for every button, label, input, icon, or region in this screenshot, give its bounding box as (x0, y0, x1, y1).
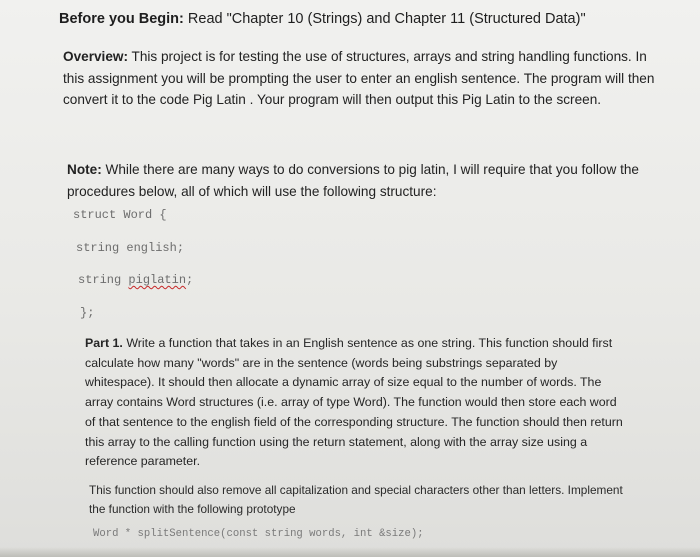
piglatin-field-type: string (78, 273, 129, 287)
overview-label: Overview: (63, 49, 128, 64)
heading-text: Read "Chapter 10 (Strings) and Chapter 11 (Structured Data)" (183, 11, 586, 27)
note-label: Note: (67, 162, 102, 177)
note-text: While there are many ways to do conversions to pig latin, I will require that you follow the procedures below, all of which will use the following structure: (67, 162, 639, 199)
struct-declaration-line: struct Word { (73, 208, 167, 222)
part1-text: Write a function that takes in an English sentence as one string. This function should first calculate how many "words" are in the sentence (words being substrings separated by whitespace). It should then allocate a dynamic array of size equal to the number of words. The array contains Word structures (i.e. array of type Word). The function would then store each word of that sentence to the english field of the corresponding structure. The function should then return this array to the calling function using the return statement, along with the array size using a reference parameter. (85, 336, 623, 469)
requirements-paragraph: This function should also remove all capitalization and special characters other than letters. Implement the function with the following prototype (89, 483, 623, 516)
note-paragraph (67, 159, 657, 202)
overview-paragraph (63, 46, 663, 111)
struct-closing-line: }; (80, 306, 95, 320)
heading-label: Before you Begin: (59, 11, 184, 27)
photo-bottom-shadow (0, 547, 700, 557)
piglatin-field-semicolon: ; (186, 273, 194, 287)
piglatin-field-name: piglatin (128, 273, 187, 287)
part1-paragraph (85, 334, 630, 472)
before-you-begin-heading (59, 11, 586, 27)
struct-piglatin-field-line (78, 273, 193, 287)
overview-text: This project is for testing the use of structures, arrays and string handling functions. In this assignment you will be prompting the user to enter an english sentence. The program will then convert it to the code Pig Latin . Your program will then output this Pig Latin to the screen. (63, 49, 655, 107)
part1-label: Part 1. (85, 336, 123, 350)
function-prototype: Word * splitSentence(const string words, int &size); (93, 528, 424, 540)
struct-english-field-line: string english; (76, 241, 185, 255)
